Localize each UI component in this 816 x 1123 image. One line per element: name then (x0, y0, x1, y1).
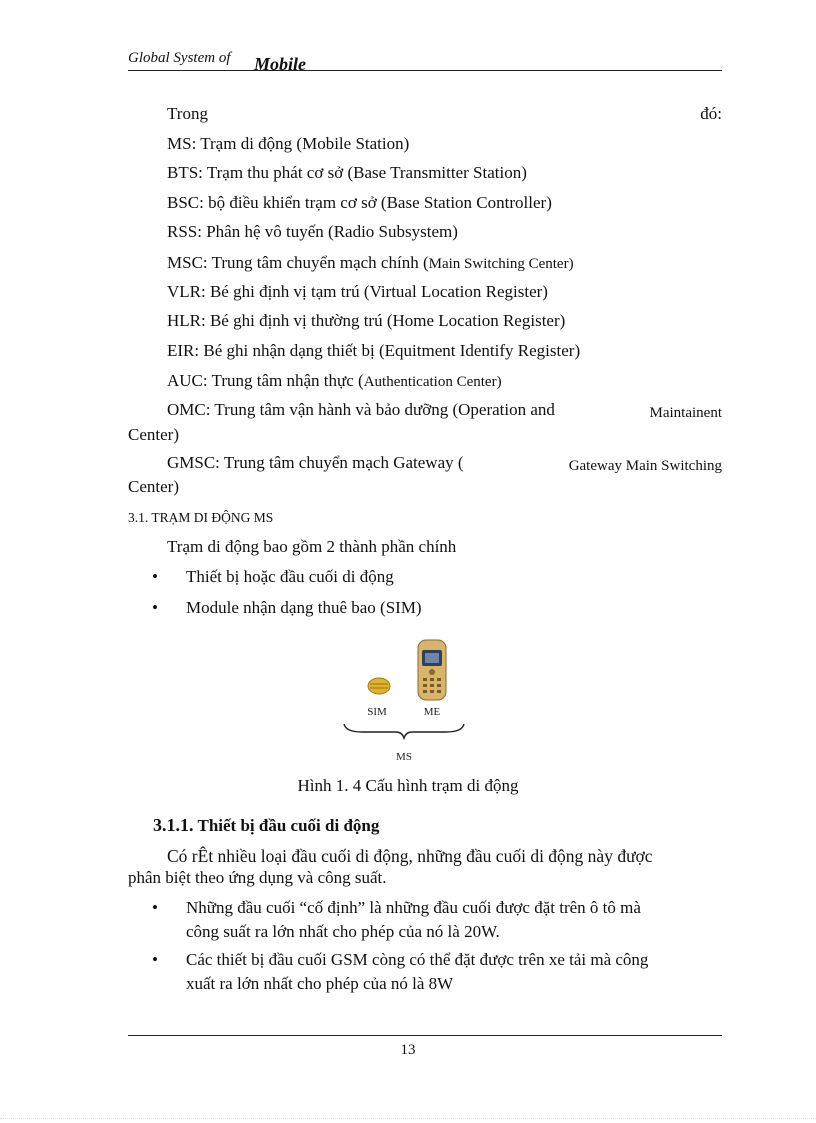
intro-line (167, 103, 722, 125)
running-header (128, 46, 722, 74)
mobile-phone-icon (418, 640, 446, 700)
terminal-truck-line-1: Các thiết bị đầu cuối GSM còng có thể đặt được trên xe tải mà công (186, 950, 649, 969)
def-auc-a: AUC: Trung tâm nhận thực ( (167, 371, 364, 390)
def-msc-b: Main Switching Center) (428, 256, 574, 272)
page-number: 13 (400, 1042, 416, 1058)
def-hlr: HLR: Bé ghi định vị thường trú (Home Location Register) (167, 311, 566, 330)
def-gmsc-c: Center) (128, 477, 179, 496)
ms-item-sim: Module nhận dạng thuê bao (SIM) (186, 598, 422, 617)
def-omc-line1 (167, 399, 722, 424)
ms-diagram (340, 636, 470, 766)
def-omc-c: Center) (128, 425, 179, 444)
ms-figure (340, 636, 470, 766)
def-gmsc-a: GMSC: Trung tâm chuyển mạch Gateway ( (167, 453, 464, 472)
brace-icon (344, 724, 464, 738)
terminal-fixed-line-1: Những đầu cuối “cố định” là những đầu cuối được đặt trên ô tô mà (186, 898, 641, 917)
section-number: 3.1.1. (153, 815, 194, 835)
def-vlr: VLR: Bé ghi định vị tạm trú (Virtual Location Register) (167, 282, 548, 301)
bullet-icon: • (152, 567, 158, 586)
def-ms: MS: Trạm di động (Mobile Station) (167, 134, 410, 153)
terminal-fixed-item (186, 896, 722, 944)
def-msc (167, 252, 722, 275)
figure-caption: Hình 1. 4 Cấu hình trạm di động (297, 776, 519, 795)
def-omc-a: OMC: Trung tâm vận hành và bảo dưỡng (Operation and (167, 400, 555, 419)
def-gmsc-line1 (167, 452, 722, 477)
ms-item-terminal: Thiết bị hoặc đầu cuối di động (186, 567, 394, 586)
def-rss: RSS: Phân hệ vô tuyến (Radio Subsystem) (167, 222, 458, 241)
def-gmsc-b: Gateway Main Switching (568, 458, 722, 474)
def-msc-a: MSC: Trung tâm chuyển mạch chính ( (167, 253, 429, 272)
bullet-icon: • (152, 950, 158, 969)
ms-intro: Trạm di động bao gồm 2 thành phần chính (167, 537, 457, 556)
page-edge-divider (0, 1118, 816, 1119)
def-bsc: BSC: bộ điều khiển trạm cơ sở (Base Station Controller) (167, 193, 552, 212)
def-eir: EIR: Bé ghi nhận dạng thiết bị (Equitment Identify Register) (167, 341, 581, 360)
terminal-truck-item (186, 948, 722, 996)
sim-card-icon (368, 678, 390, 694)
def-auc-b: Authentication Center) (363, 374, 502, 390)
footer-rule (128, 1035, 722, 1036)
intro-left: Trong (167, 104, 208, 123)
section-title: Thiết bị đầu cuối di động (197, 816, 380, 835)
bullet-icon: • (152, 598, 158, 617)
def-bts: BTS: Trạm thu phát cơ sở (Base Transmitter Station) (167, 163, 527, 182)
section-3-1-heading: 3.1. TRẠM DI ĐỘNG MS (128, 510, 274, 525)
ms-label: MS (396, 751, 412, 763)
para-line-1: Có rÊt nhiều loại đầu cuối di động, những đầu cuối di động này được (167, 846, 653, 866)
bullet-icon: • (152, 898, 158, 917)
terminal-truck-line-2: xuất ra lớn nhất cho phép của nó là 8W (186, 974, 454, 993)
terminal-fixed-line-2: công suất ra lớn nhất cho phép của nó là 20W. (186, 922, 500, 941)
para-line-2: phân biệt theo ứng dụng và công suất. (128, 868, 387, 887)
header-text: Global System of (128, 50, 231, 66)
sim-label: SIM (367, 706, 387, 718)
def-auc (167, 370, 722, 393)
me-label: ME (423, 706, 441, 718)
header-emphasis: Mobile (254, 54, 306, 74)
section-3-1-1-heading (153, 815, 379, 836)
intro-right: đó: (700, 104, 722, 123)
def-omc-b: Maintainent (649, 405, 722, 421)
